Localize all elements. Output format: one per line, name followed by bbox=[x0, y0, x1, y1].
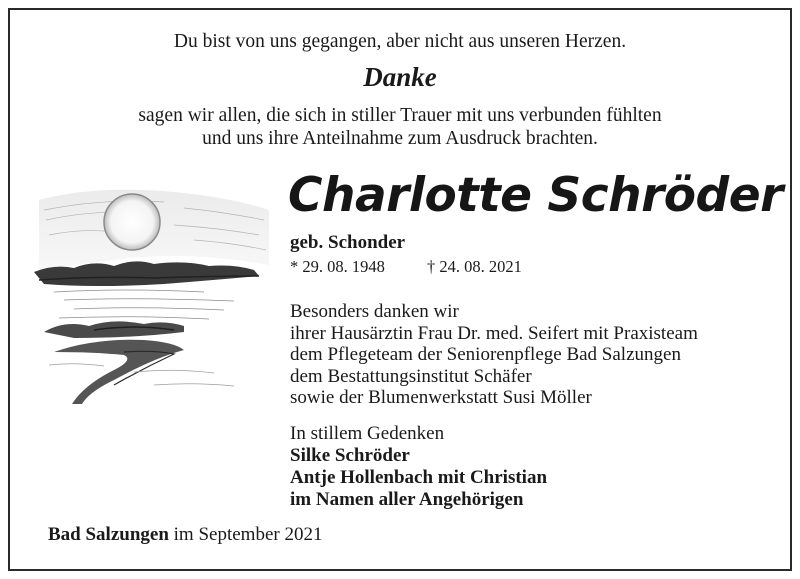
thanks-line-1: sagen wir allen, die sich in stiller Trauer mit uns verbunden fühlten bbox=[138, 105, 662, 126]
thanks-line-2: und uns ihre Anteilnahme zum Ausdruck brachten. bbox=[202, 128, 598, 149]
life-dates bbox=[290, 257, 522, 277]
acknowledgement-line: dem Bestattungsinstitut Schäfer bbox=[290, 365, 532, 387]
title-danke: Danke bbox=[363, 62, 437, 92]
birth-date: * 29. 08. 1948 bbox=[290, 257, 385, 276]
signer-line: Silke Schröder bbox=[290, 445, 410, 466]
footer bbox=[48, 524, 322, 546]
signers bbox=[290, 445, 547, 511]
acknowledgement-line: dem Pflegeteam der Seniorenpflege Bad Salzungen bbox=[290, 344, 681, 365]
born-name: geb. Schonder bbox=[290, 232, 406, 253]
thanks-text bbox=[0, 104, 800, 150]
acknowledgement-line: sowie der Blumenwerkstatt Susi Möller bbox=[290, 387, 592, 408]
intro-line: Du bist von uns gegangen, aber nicht aus unseren Herzen. bbox=[173, 31, 627, 52]
acknowledgement-line: Besonders danken wir bbox=[290, 301, 459, 322]
footer-date: im September 2021 bbox=[173, 524, 323, 545]
signer-line: Antje Hollenbach mit Christian bbox=[290, 467, 548, 488]
deceased-name: Charlotte Schröder bbox=[288, 168, 783, 223]
death-date: † 24. 08. 2021 bbox=[427, 257, 522, 276]
signer-line: im Namen aller Angehörigen bbox=[290, 489, 524, 510]
footer-place: Bad Salzungen bbox=[48, 524, 169, 545]
memory-line: In stillem Gedenken bbox=[290, 423, 445, 444]
moon-lake-illustration bbox=[34, 180, 274, 410]
acknowledgements bbox=[290, 301, 698, 409]
acknowledgement-line: ihrer Hausärztin Frau Dr. med. Seifert mit Praxisteam bbox=[290, 322, 698, 344]
